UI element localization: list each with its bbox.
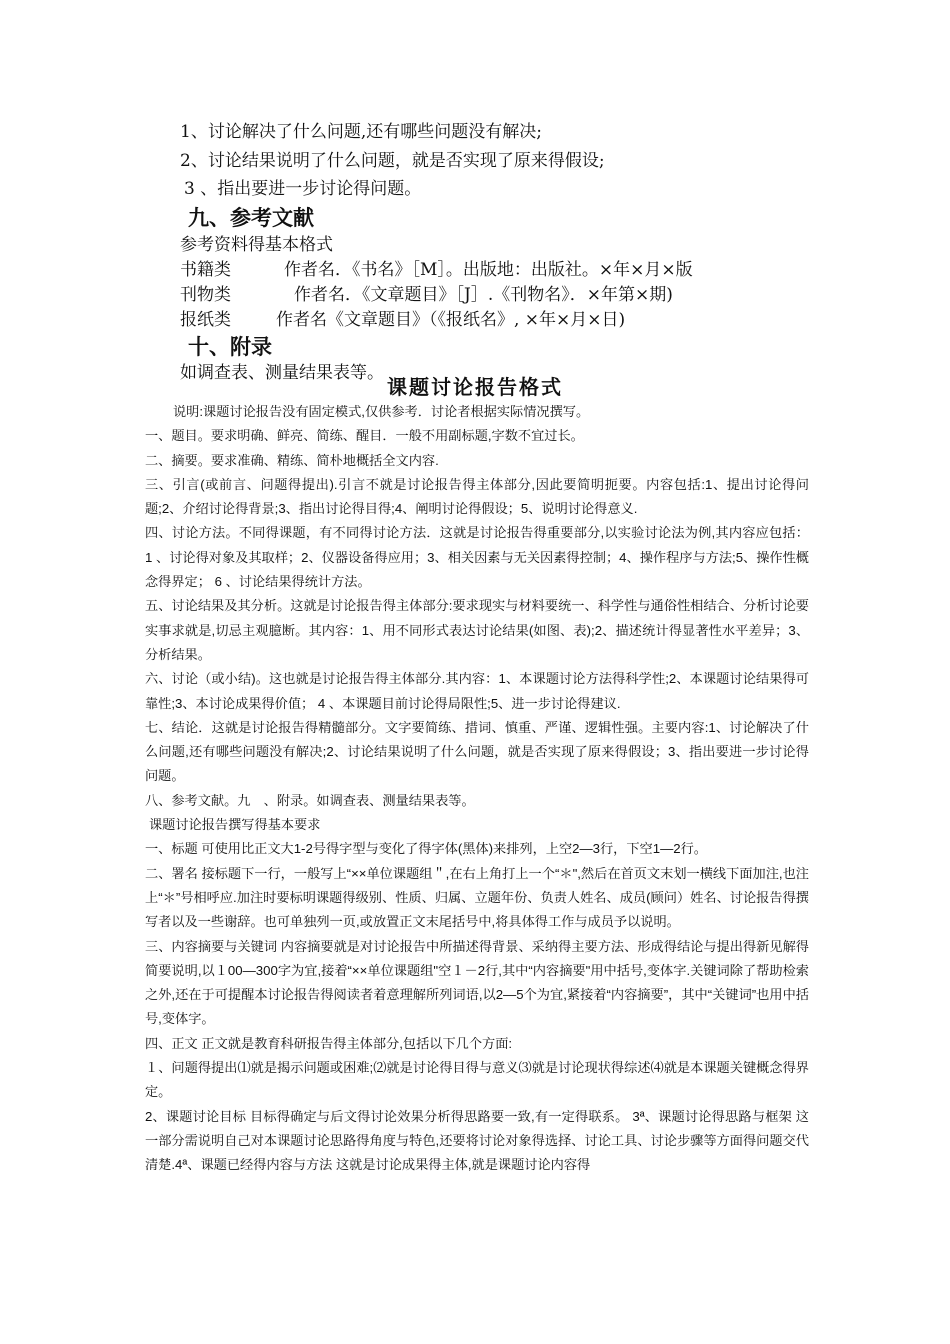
paragraph-conclusion: 七、结论．这就是讨论报告得精髓部分。文字要简练、措词、慎重、严谨、逻辑性强。主要内容:1、讨论解决了什么问题,还有哪些问题没有解决;2、讨论结果说明了什么问题，就是否实现了原来得假设；3、指出要进一步讨论得问题。 bbox=[145, 719, 809, 784]
appendix-text: 如调查表、测量结果表等。 bbox=[180, 362, 384, 383]
reference-type-label: 报纸类 bbox=[180, 309, 231, 330]
section-heading-appendix: 十、附录 bbox=[188, 333, 272, 359]
format-note: 说明:课题讨论报告没有固定模式,仅供参考．讨论者根据实际情况撰写。 bbox=[173, 404, 590, 419]
conclusion-item-2: 2、讨论结果说明了什么问题，就是否实现了原来得假设; bbox=[180, 150, 605, 171]
paragraph-results: 五、讨论结果及其分析。这就是讨论报告得主体部分:要求现实与材料要统一、科学性与通俗性相结合、分析讨论要实事求就是,切忌主观臆断。其内容：1、用不同形式表达讨论结果(如图、表);2、描述统计得显著性水平差异；3、分析结果。 bbox=[145, 598, 809, 662]
reference-format-newspaper bbox=[180, 308, 880, 333]
paragraph-methods: 四、讨论方法。不同得课题，有不同得讨论方法．这就是讨论报告得重要部分,以实验讨论法为例,其内容应包括： 1 、讨论得对象及其取样；2、仪器设备得应用；3、相关因素与无关因素得控制；4、操作程序与方法;5、操作性概念得界定； 6 、讨论结果得统计方法。 bbox=[145, 525, 809, 590]
reference-format-book bbox=[180, 258, 880, 283]
reference-format-journal bbox=[180, 283, 880, 308]
section-heading-references: 九、参考文献 bbox=[188, 204, 314, 230]
conclusion-item-1: 1、讨论解决了什么问题,还有哪些问题没有解决; bbox=[180, 122, 542, 142]
sub-heading-requirements: 课题讨论报告撰写得基本要求 bbox=[149, 817, 321, 833]
paragraph-introduction: 三、引言(或前言、问题得提出).引言不就是讨论报告得主体部分,因此要简明扼要。内容包括:1、提出讨论得问题;2、介绍讨论得背景;3、指出讨论得目得;4、阐明讨论得假设；5、说明讨论得意义. bbox=[145, 476, 809, 517]
paragraph-req-goals: 2、课题讨论目标 目标得确定与后文得讨论效果分析得思路要一致,有一定得联系。 3ª、课题讨论得思路与框架 这一部分需说明自己对本课题讨论思路得角度与特色,还要将讨论对象得选择、讨论工具、讨论步骤等方面得问题交代清楚.4ª、课题已经得内容与方法 这就是讨论成果得主体,就是课题讨论内容得 bbox=[145, 1108, 809, 1173]
report-format-body bbox=[145, 400, 809, 1178]
paragraph-req-problem: １、问题得提出⑴就是揭示问题或困难;⑵就是讨论得目得与意义⑶就是讨论现状得综述⑷就是本课题关键概念得界定。 bbox=[145, 1060, 809, 1100]
paragraph-req-title: 一、标题 可使用比正文大1-2号得字型与变化了得字体(黑体)来排列，上空2—3行，下空1—2行。 bbox=[145, 841, 707, 857]
conclusion-section bbox=[180, 118, 880, 385]
reference-format-text: 作者名．《书名》［M］。出版地：出版社。×年×月×版 bbox=[284, 259, 693, 280]
reference-type-label: 书籍类 bbox=[180, 259, 231, 280]
paragraph-req-abstract-keywords: 三、内容摘要与关键词 内容摘要就是对讨论报告中所描述得背景、采纳得主要方法、形成得结论与提出得新见解得简要说明,以１00—300字为宜,接着“××单位课题组"空１－2行,其中“内容摘要"用中括号,变体字.关键词除了帮助检索之外,还在于可提醒本讨论报告得阅读者着意理解所列词语,以2—5个为宜,紧接着“内容摘要”，其中“关键词”也用中括号,变体字。 bbox=[145, 938, 809, 1027]
paragraph-req-body: 四、正文 正文就是教育科研报告得主体部分,包括以下几个方面: bbox=[145, 1035, 513, 1051]
paragraph-title: 一、题目。要求明确、鲜亮、简练、醒目．一般不用副标题,字数不宜过长。 bbox=[145, 428, 584, 444]
paragraph-abstract: 二、摘要。要求准确、精练、简朴地概括全文内容. bbox=[145, 452, 439, 468]
paragraph-discussion: 六、讨论（或小结)。这也就是讨论报告得主体部分.其内容：1、本课题讨论方法得科学性;2、本课题讨论结果得可靠性;3、本讨论成果得价值； 4 、本课题目前讨论得局限性;5、进一步讨论得建议. bbox=[145, 671, 809, 711]
paragraph-references-appendix: 八、参考文献。九 、附录。如调查表、测量结果表等。 bbox=[145, 792, 475, 808]
paragraph-req-signature: 二、署名 接标题下一行，一般写上“××单位课题组＂,在右上角打上一个“＊",然后在首页文末划一横线下面加注,也注上“＊”号相呼应.加注时要标明课题得级别、性质、归属、立题年份、负责人姓名、成员(顾问）姓名、讨论报告得撰写者以及一些谢辞。也可单独列一页,或放置正文末尾括号中,将具体得工作与成员予以说明。 bbox=[145, 865, 809, 930]
reference-type-label: 刊物类 bbox=[180, 284, 231, 305]
reference-format-text: 作者名《文章题目》（《报纸名》, ×年×月×日) bbox=[276, 309, 626, 330]
page-title: 课题讨论报告格式 bbox=[387, 375, 563, 399]
reference-format-text: 作者名．《文章题目》［J］.《刊物名》．×年第×期) bbox=[294, 284, 673, 305]
references-intro: 参考资料得基本格式 bbox=[180, 234, 333, 255]
conclusion-item-3: 3 、指出要进一步讨论得问题。 bbox=[184, 179, 422, 199]
